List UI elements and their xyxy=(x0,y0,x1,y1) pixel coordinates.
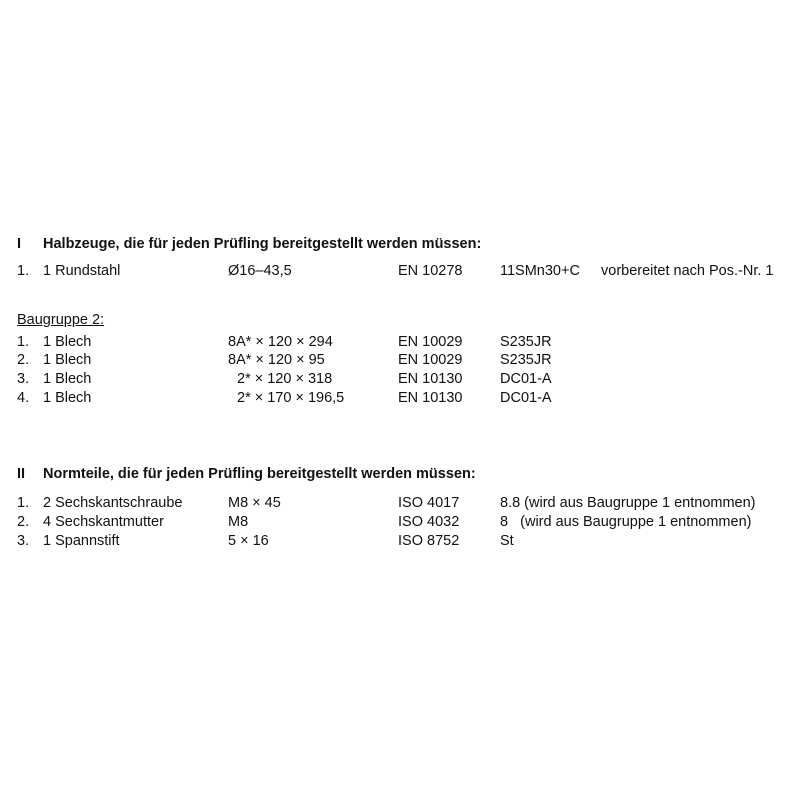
item-material: DC01-A xyxy=(500,390,552,406)
item-dimension: M8 xyxy=(228,514,249,530)
item-norm: ISO 8752 xyxy=(398,533,460,549)
item-description: 1 Blech xyxy=(43,352,92,368)
item-material: 8 (wird aus Baugruppe 1 entnommen) xyxy=(500,514,752,530)
item-description: 2 Sechskantschraube xyxy=(43,495,183,511)
item-number: 2. xyxy=(17,514,30,530)
section-2-numeral: II xyxy=(17,466,26,482)
item-dimension: 5 × 16 xyxy=(228,533,269,549)
item-material: St xyxy=(500,533,514,549)
item-number: 1. xyxy=(17,495,30,511)
item-material: 11SMn30+C xyxy=(500,263,580,279)
item-description: 1 Blech xyxy=(43,371,92,387)
item-material: 8.8 (wird aus Baugruppe 1 entnommen) xyxy=(500,495,756,511)
item-norm: EN 10130 xyxy=(398,371,463,387)
item-material: S235JR xyxy=(500,352,552,368)
item-description: 4 Sechskantmutter xyxy=(43,514,164,530)
item-description: 1 Spannstift xyxy=(43,533,120,549)
group-2-title: Baugruppe 2: xyxy=(17,312,105,328)
item-norm: EN 10130 xyxy=(398,390,463,406)
item-material: S235JR xyxy=(500,334,552,350)
item-dimension: M8 × 45 xyxy=(228,495,281,511)
section-1-numeral: I xyxy=(17,236,22,252)
item-number: 3. xyxy=(17,533,30,549)
item-dimension: 8A* × 120 × 294 xyxy=(228,334,333,350)
item-description: 1 Blech xyxy=(43,390,92,406)
item-description: 1 Blech xyxy=(43,334,92,350)
item-norm: EN 10029 xyxy=(398,334,463,350)
item-number: 1. xyxy=(17,263,30,279)
item-description: 1 Rundstahl xyxy=(43,263,121,279)
item-number: 2. xyxy=(17,352,30,368)
item-dimension: 8A* × 120 × 95 xyxy=(228,352,325,368)
item-number: 4. xyxy=(17,390,30,406)
item-number: 3. xyxy=(17,371,30,387)
item-number: 1. xyxy=(17,334,30,350)
item-note: vorbereitet nach Pos.-Nr. 1 xyxy=(601,263,774,279)
item-dimension: 2* × 170 × 196,5 xyxy=(237,390,345,406)
item-dimension: 2* × 120 × 318 xyxy=(237,371,333,387)
item-dimension: Ø16–43,5 xyxy=(228,263,292,279)
item-material: DC01-A xyxy=(500,371,552,387)
section-2-title: Normteile, die für jeden Prüfling bereitgestellt werden müssen: xyxy=(43,466,476,482)
item-norm: EN 10029 xyxy=(398,352,463,368)
item-norm: EN 10278 xyxy=(398,263,463,279)
section-1-title: Halbzeuge, die für jeden Prüfling bereitgestellt werden müssen: xyxy=(43,236,482,252)
item-norm: ISO 4032 xyxy=(398,514,460,530)
item-norm: ISO 4017 xyxy=(398,495,460,511)
